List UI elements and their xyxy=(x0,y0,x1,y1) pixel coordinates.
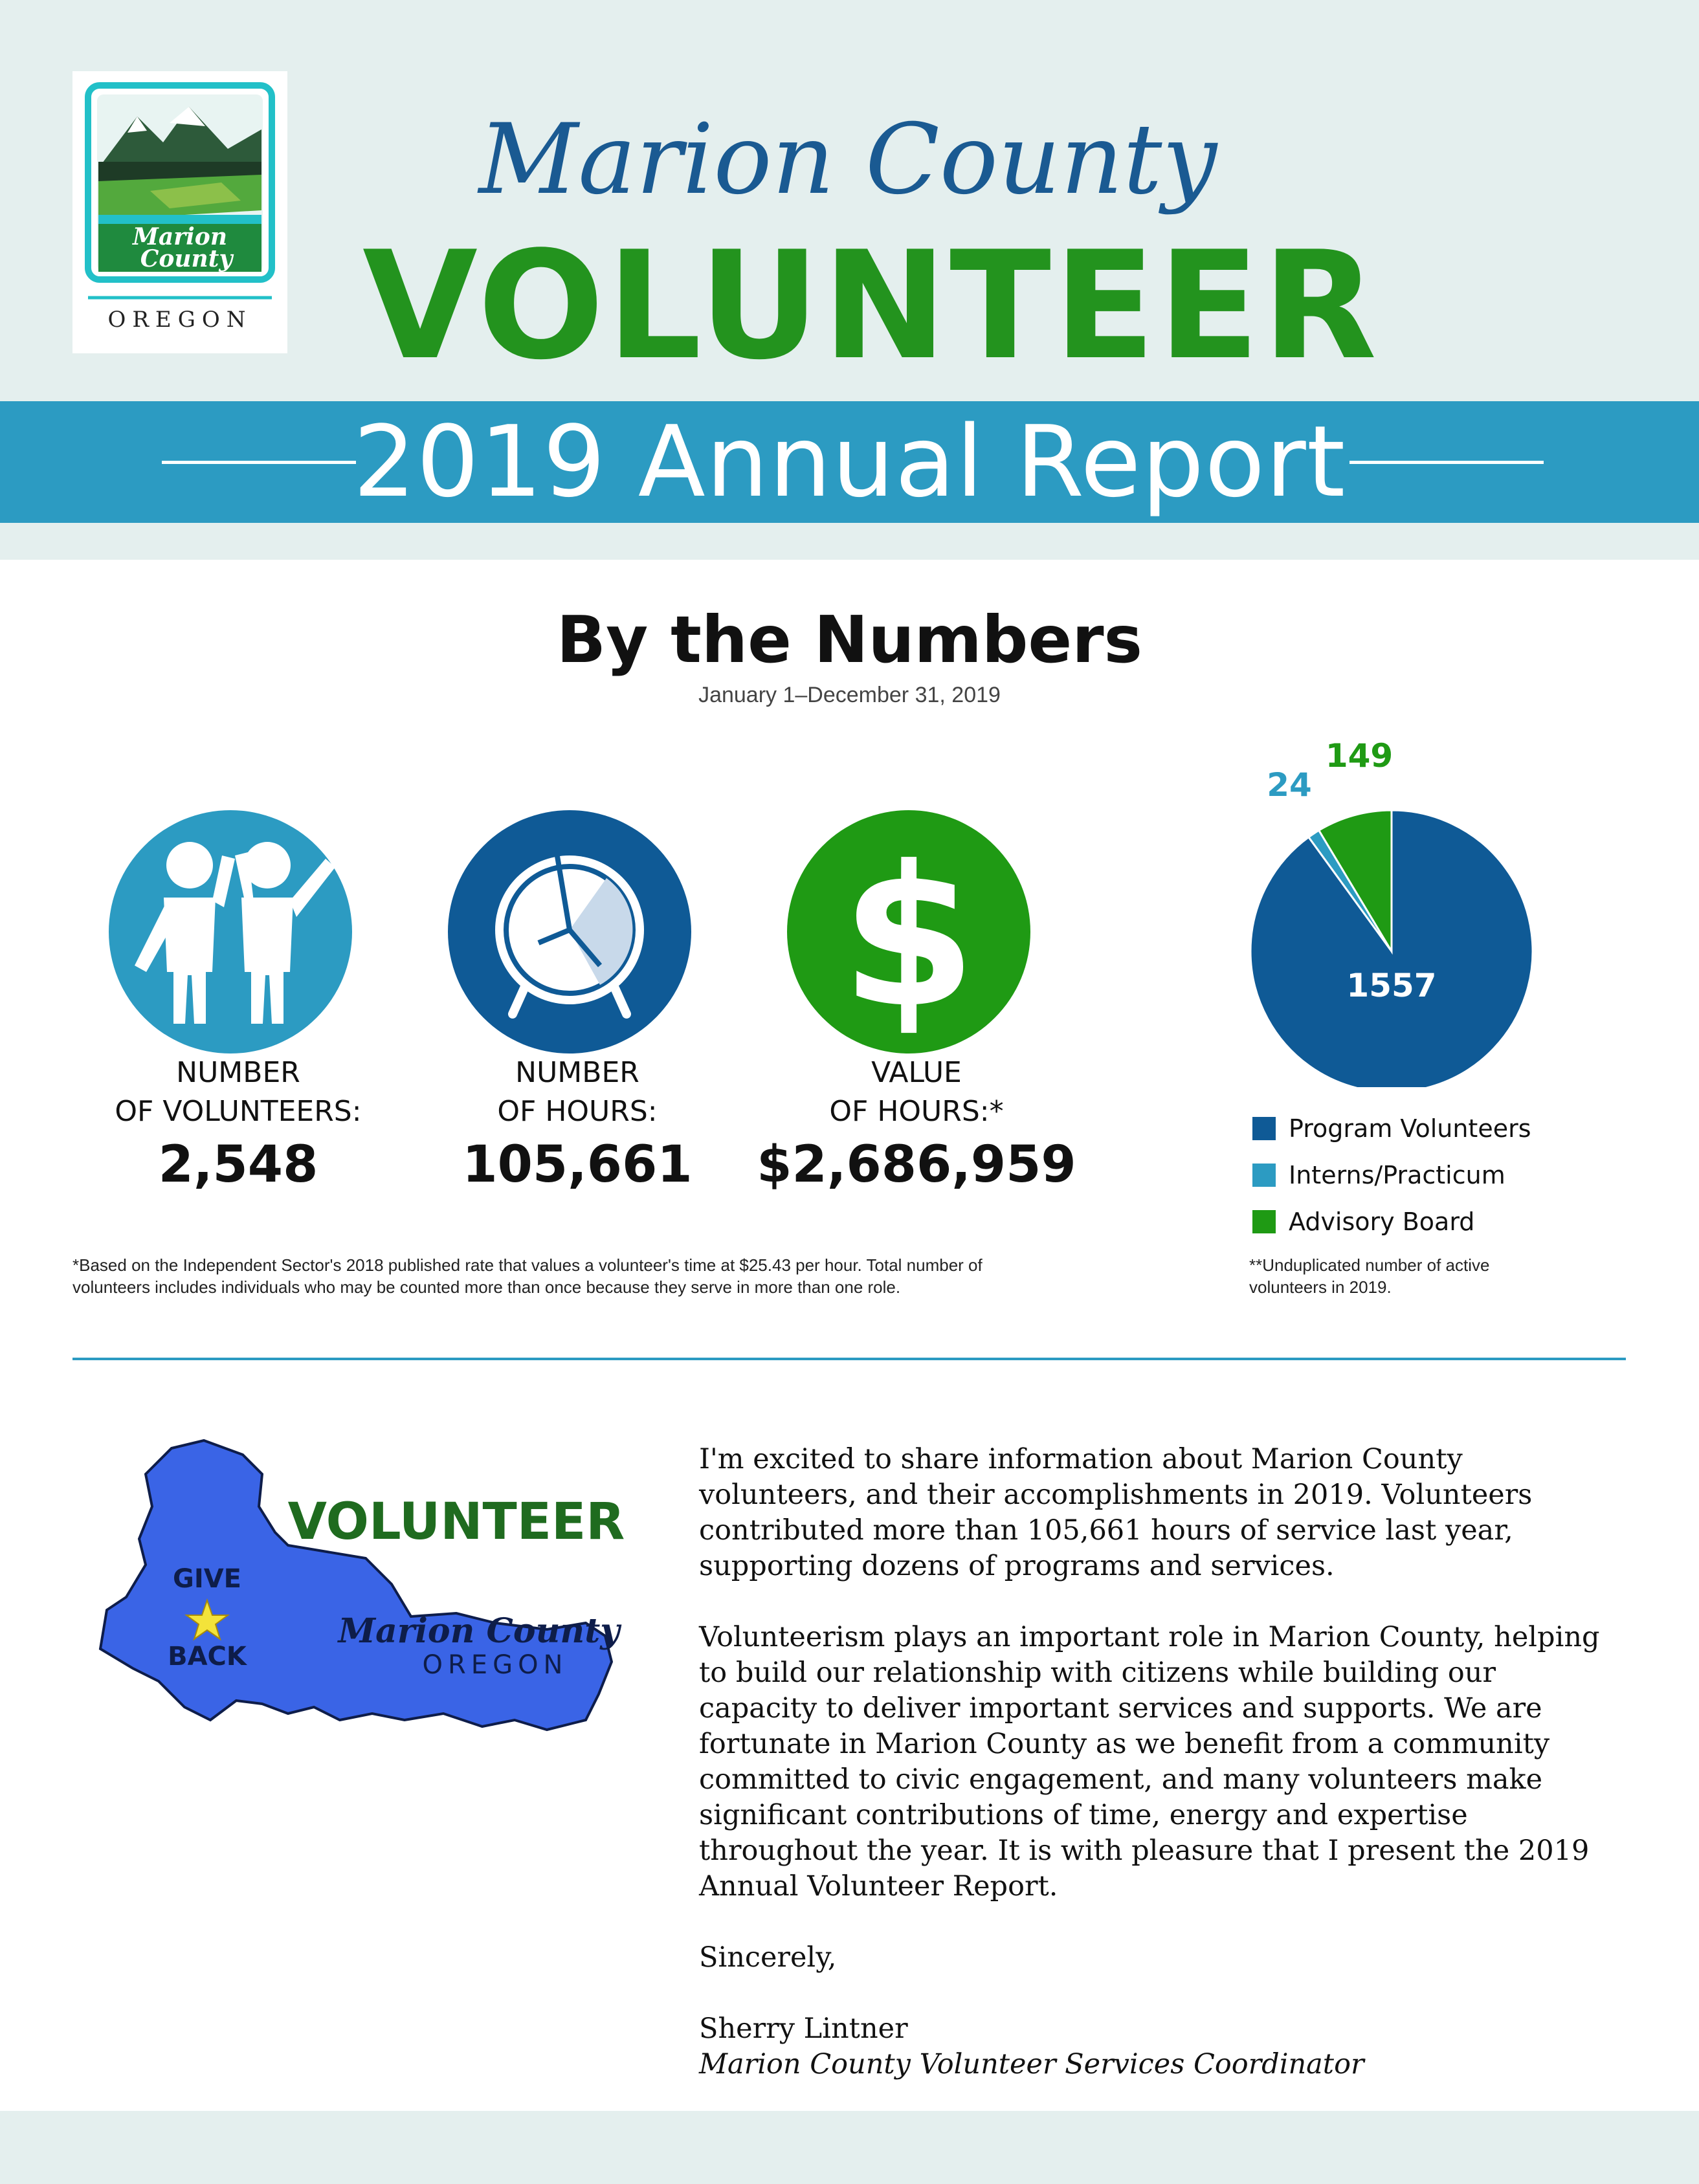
legend-label-program: Program Volunteers xyxy=(1289,1114,1531,1143)
county-logo-graphic xyxy=(72,71,287,353)
volunteers-icon xyxy=(109,810,352,1053)
legend-swatch-program xyxy=(1252,1117,1276,1140)
stat-volunteers-value: 2,548 xyxy=(158,1136,318,1194)
pie-label-interns: 24 xyxy=(1267,766,1312,804)
map-logo-oregon: OREGON xyxy=(422,1650,568,1680)
legend-label-interns: Interns/Practicum xyxy=(1289,1161,1505,1189)
map-logo-volunteer: VOLUNTEER xyxy=(287,1493,625,1551)
dollar-icon xyxy=(787,810,1030,1053)
stat-hours-label xyxy=(422,1053,733,1131)
legend-label-advisory: Advisory Board xyxy=(1289,1208,1475,1236)
volunteer-map-logo xyxy=(94,1435,631,1739)
section-divider xyxy=(72,1358,1626,1360)
stat-value-label-line2: OF HOURS:* xyxy=(829,1095,1004,1128)
date-range: January 1–December 31, 2019 xyxy=(698,683,1001,707)
section-heading-numbers: By the Numbers xyxy=(556,602,1143,678)
logo-text-oregon: OREGON xyxy=(107,307,252,333)
pie-footnote-line2: volunteers in 2019. xyxy=(1249,1277,1392,1297)
clock-icon xyxy=(448,810,691,1053)
pie-label-advisory: 149 xyxy=(1325,738,1394,775)
letter-paragraph-1: I'm excited to share information about Marion County volunteers, and their accomplishments in 2019. Volunteers contributed more than 105,661 hours of service last year, supporting dozens of programs and services. xyxy=(699,1443,1533,1582)
stat-value-label-line1: VALUE xyxy=(871,1056,962,1089)
footer-band xyxy=(0,2111,1699,2184)
stat-volunteers-label xyxy=(83,1053,394,1131)
footnote-line1: *Based on the Independent Sector's 2018 published rate that values a volunteer's time at $25.43 per hour. Total number of xyxy=(72,1255,983,1275)
map-logo-give: GIVE xyxy=(173,1564,241,1594)
county-logo xyxy=(72,71,287,353)
logo-text-county: County xyxy=(140,245,233,272)
title-volunteer: VOLUNTEER xyxy=(362,220,1380,393)
annual-report-title: 2019 Annual Report xyxy=(353,404,1346,519)
map-logo-county: Marion County xyxy=(338,1611,620,1651)
stat-hours-value: 105,661 xyxy=(462,1136,693,1194)
volunteer-pie-chart xyxy=(1230,738,1566,1087)
title-marion-county: Marion County xyxy=(478,104,1217,216)
legend-swatch-advisory xyxy=(1252,1210,1276,1233)
pie-footnote xyxy=(1249,1254,1612,1298)
stat-value-label xyxy=(761,1053,1072,1131)
stat-volunteers-label-line1: NUMBER xyxy=(176,1056,300,1089)
letter-signer: Sherry Lintner xyxy=(699,2013,908,2045)
stat-value-value: $2,686,959 xyxy=(757,1136,1076,1194)
stat-volunteers-label-line2: OF VOLUNTEERS: xyxy=(115,1095,362,1128)
logo-text-marion: Marion xyxy=(132,223,228,250)
map-logo-back: BACK xyxy=(168,1642,247,1671)
letter-paragraph-2: Volunteerism plays an important role in Marion County, helping to build our relationship with citizens while building our capacity to deliver important services and supports. We are fortunate in Marion County as we benefit from a community committed to civic engagement, and many volunteers make significant contributions of time, energy and expertise throughout the year. It is with pleasure that I present the 2019 Annual Volunteer Report. xyxy=(699,1621,1600,1903)
footnote xyxy=(72,1254,1140,1298)
legend-swatch-interns xyxy=(1252,1164,1276,1187)
coordinator-letter xyxy=(699,1442,1618,2082)
footnote-line2: volunteers includes individuals who may be counted more than once because they serve in more than one role. xyxy=(72,1277,901,1297)
svg-text:$: $ xyxy=(841,824,977,1050)
stat-hours-label-line2: OF HOURS: xyxy=(497,1095,658,1128)
pie-label-program: 1557 xyxy=(1346,967,1437,1004)
stat-hours-label-line1: NUMBER xyxy=(515,1056,639,1089)
pie-footnote-line1: **Unduplicated number of active xyxy=(1249,1255,1490,1275)
letter-closing: Sincerely, xyxy=(699,1941,837,1974)
letter-signer-title: Marion County Volunteer Services Coordinator xyxy=(699,2048,1364,2080)
